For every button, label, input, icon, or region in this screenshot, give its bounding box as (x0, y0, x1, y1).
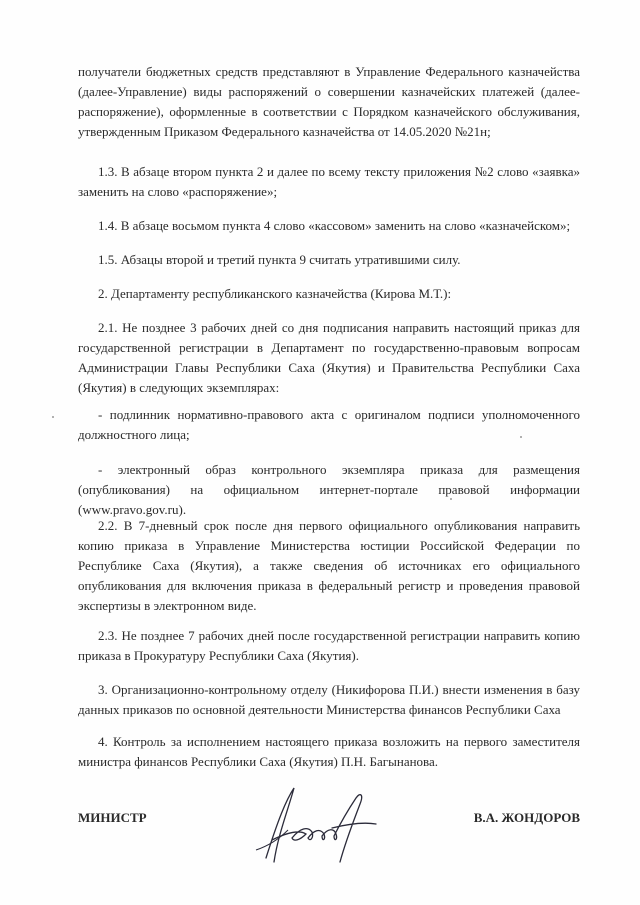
paragraph-2-3: 2.3. Не позднее 7 рабочих дней после государственной регистрации направить копию приказа в Прокуратуру Республики Саха (Якутия). (78, 628, 580, 663)
handwritten-signature-icon (248, 780, 398, 870)
paragraph-2: 2. Департаменту республиканского казначейства (Кирова М.Т.): (98, 286, 452, 301)
paragraph-4: 4. Контроль за исполнением настоящего приказа возложить на первого заместителя министра финансов Республики Саха (Якутия) П.Н. Багынанова. (78, 734, 580, 769)
scan-speck (52, 416, 54, 418)
paragraph-original-copy: - подлинник нормативно-правового акта с оригиналом подписи уполномоченного должностного лица; (78, 407, 580, 442)
paragraph-electronic-copy: - электронный образ контрольного экземпляра приказа для размещения (опубликования) на официальном интернет-портале правовой информации (www.pravo.gov.ru). (78, 462, 580, 517)
signer-name: В.А. ЖОНДОРОВ (473, 810, 580, 825)
scan-speck (520, 436, 522, 438)
paragraph-2-2: 2.2. В 7-дневный срок после дня первого официального опубликования направить копию приказа в Управление Министерства юстиции Российской Федерации по Республике Саха (Якутия), а также сведения об источниках его официального опубликования для включения приказа в федеральный регистр и проведения правовой экспертизы в электронном виде. (78, 518, 580, 613)
paragraph-2-1: 2.1. Не позднее 3 рабочих дней со дня подписания направить настоящий приказ для государственной регистрации в Департамент по государственно-правовым вопросам Администрации Главы Республики Саха (Якутия) и Правительства Республики Саха (Якутия) в следующих экземплярах: (78, 320, 580, 395)
signer-title: МИНИСТР (78, 810, 147, 825)
paragraph-1-3: 1.3. В абзаце втором пункта 2 и далее по всему тексту приложения №2 слово «заявка» заменить на слово «распоряжение»; (78, 164, 580, 199)
paragraph-1-5: 1.5. Абзацы второй и третий пункта 9 считать утратившими силу. (98, 252, 461, 267)
paragraph-3: 3. Организационно-контрольному отделу (Никифорова П.И.) внести изменения в базу данных приказов по основной деятельности Министерства финансов Республики Саха (78, 682, 580, 717)
signature-block (78, 800, 580, 870)
scan-speck (450, 498, 452, 500)
paragraph-1-4: 1.4. В абзаце восьмом пункта 4 слово «кассовом» заменить на слово «казначейском»; (98, 218, 571, 233)
paragraph-intro: получатели бюджетных средств представляют в Управление Федерального казначейства (далее-Управление) виды распоряжений о совершении казначейских платежей (далее-распоряжение), оформленные в соответствии с Порядком казначейского обслуживания, утвержденным Приказом Федерального казначейства от 14.05.2020 №21н; (78, 64, 580, 139)
